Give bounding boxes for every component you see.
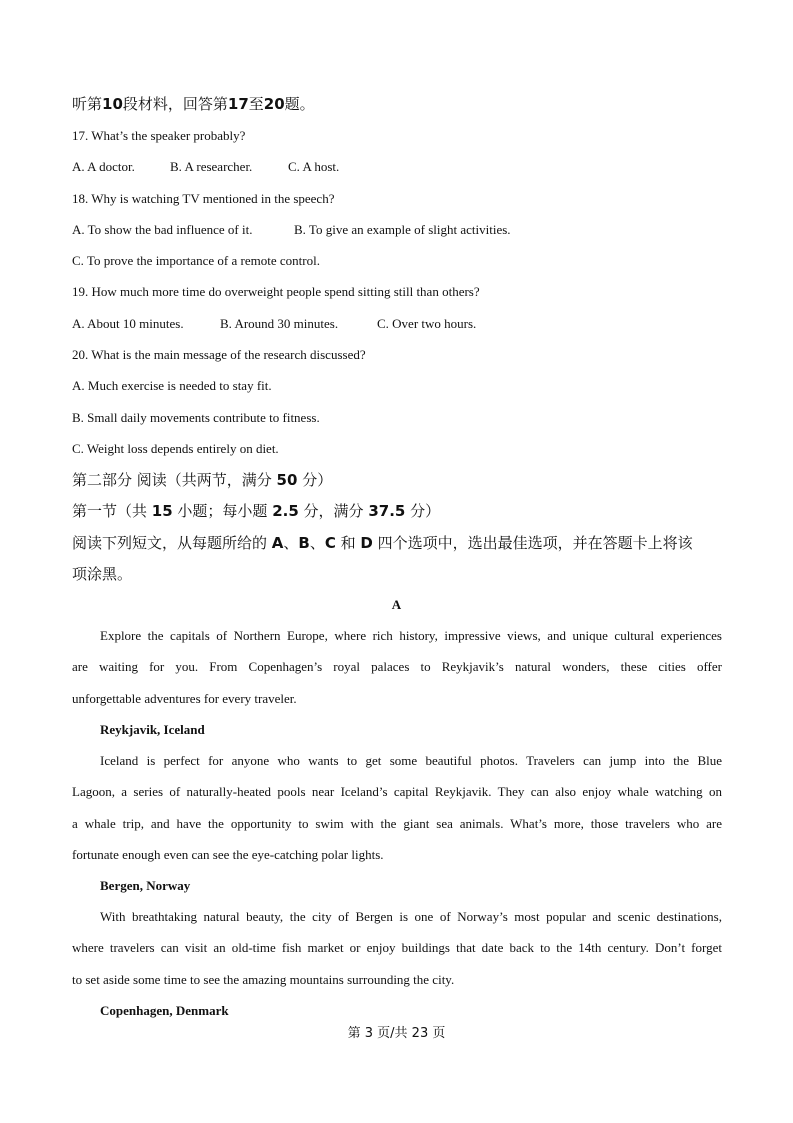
reading-instruction-text: 、 — [309, 534, 325, 552]
section-heading-text: 第二部分 阅读（共两节，满分 — [72, 471, 277, 489]
reading-instruction-text: 、 — [283, 534, 299, 552]
question-stem: 20. What is the main message of the research discussed? — [72, 347, 366, 362]
option-c: C. To prove the importance of a remote control. — [72, 253, 320, 268]
passage-label: A — [391, 597, 402, 612]
subsection-text: 分） — [405, 502, 441, 520]
option-b: B. To give an example of slight activities. — [294, 222, 511, 237]
instruction-text: 听第 — [72, 95, 103, 113]
instruction-number: 20 — [263, 95, 285, 113]
section-heading-number: 50 — [276, 471, 298, 489]
option-b: B. Around 30 minutes. — [220, 316, 339, 331]
option-c: C. Over two hours. — [377, 316, 477, 331]
option-b: B. A researcher. — [170, 159, 253, 174]
instruction-text: 至 — [248, 95, 264, 113]
option-c: C. Weight loss depends entirely on diet. — [72, 441, 279, 456]
listening-instruction — [72, 94, 315, 114]
paragraph-line: fortunate enough even can see the eye-catching polar lights. — [72, 847, 384, 862]
subsection-text: 分，满分 — [298, 502, 369, 520]
reading-instruction-text: 和 — [335, 534, 361, 552]
option-a: A. About 10 minutes. — [72, 316, 184, 331]
instruction-text: 题。 — [284, 95, 315, 113]
paragraph-line: to set aside some time to see the amazing mountains surrounding the city. — [72, 972, 455, 987]
option-c: C. A host. — [288, 159, 340, 174]
section-title-bergen: Bergen, Norway — [100, 878, 191, 893]
option-a: A. To show the bad influence of it. — [72, 222, 253, 237]
option-letter: B — [298, 534, 310, 552]
reading-instruction-text: 四个选项中，选出最佳选项，并在答题卡上将该 — [372, 534, 693, 552]
subsection-heading — [72, 501, 440, 521]
paragraph-line: Lagoon, a series of naturally-heated pools near Iceland’s capital Reykjavik. They can also enjoy whale watching on — [72, 784, 722, 799]
instruction-number: 17 — [227, 95, 249, 113]
question-stem: 19. How much more time do overweight people spend sitting still than others? — [72, 284, 480, 299]
section-heading — [72, 470, 332, 490]
paragraph-line: where travelers can visit an old-time fish market or enjoy buildings that date back to the 14th century. Don’t forget — [72, 940, 722, 955]
reading-instruction-cont: 项涂黑。 — [72, 565, 133, 583]
instruction-text: 段材料，回答第 — [122, 95, 228, 113]
question-stem: 17. What’s the speaker probably? — [72, 128, 246, 143]
option-a: A. A doctor. — [72, 159, 135, 174]
subsection-number: 37.5 — [368, 502, 406, 520]
section-heading-text: 分） — [297, 471, 333, 489]
reading-instruction-text: 阅读下列短文，从每题所给的 — [72, 534, 272, 552]
paragraph-line: Iceland is perfect for anyone who wants to get some beautiful photos. Travelers can jump into the Blue — [100, 753, 722, 768]
option-a: A. Much exercise is needed to stay fit. — [72, 378, 272, 393]
subsection-number: 2.5 — [272, 502, 299, 520]
option-b: B. Small daily movements contribute to fitness. — [72, 410, 320, 425]
option-letter: C — [324, 534, 336, 552]
subsection-text: 第一节（共 — [72, 502, 152, 520]
question-stem: 18. Why is watching TV mentioned in the speech? — [72, 191, 335, 206]
option-letter: A — [271, 534, 284, 552]
option-letter: D — [360, 534, 373, 552]
paragraph-line: are waiting for you. From Copenhagen’s royal palaces to Reykjavik’s natural wonders, these cities offer — [72, 659, 722, 674]
paragraph-line: unforgettable adventures for every traveler. — [72, 691, 297, 706]
page-number: 第 3 页/共 23 页 — [347, 1026, 446, 1041]
subsection-text: 小题；每小题 — [172, 502, 273, 520]
reading-instruction — [72, 533, 693, 553]
section-title-reykjavik: Reykjavik, Iceland — [100, 722, 205, 737]
paragraph-line: Explore the capitals of Northern Europe, where rich history, impressive views, and unique cultural experiences — [100, 628, 722, 643]
instruction-number: 10 — [102, 95, 123, 113]
subsection-number: 15 — [151, 502, 173, 520]
paragraph-line: With breathtaking natural beauty, the city of Bergen is one of Norway’s most popular and scenic destinations, — [100, 909, 722, 924]
paragraph-line: a whale trip, and have the opportunity to swim with the giant sea animals. What’s more, those travelers who are — [72, 816, 722, 831]
section-title-copenhagen: Copenhagen, Denmark — [100, 1003, 229, 1018]
